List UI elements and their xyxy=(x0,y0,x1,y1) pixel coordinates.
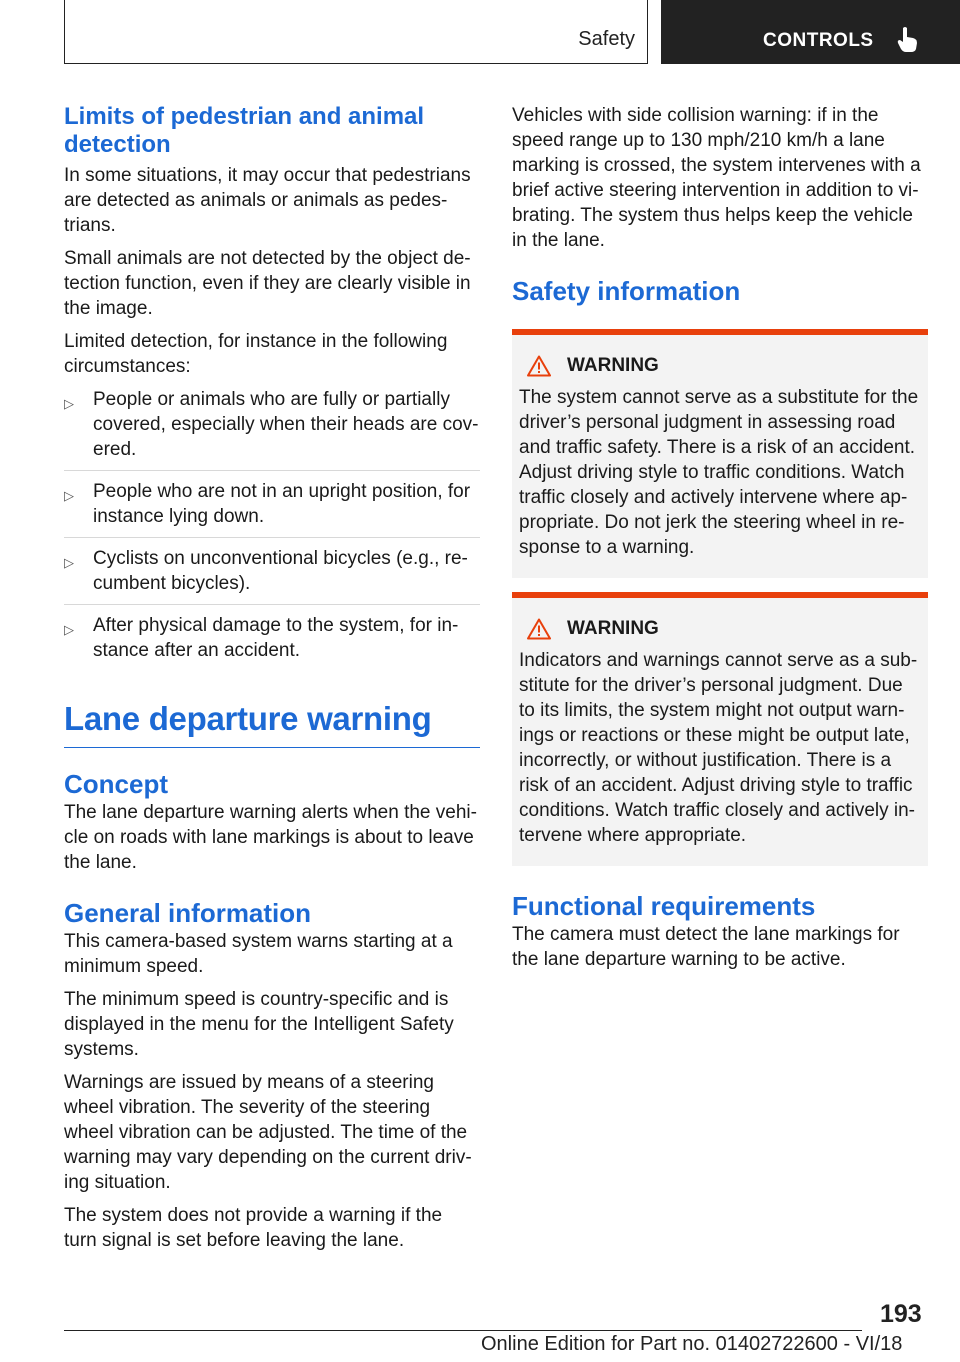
list-item: ▷ Cyclists on unconventional bicycles (e.g., re-cumbent bicycles). xyxy=(64,546,480,605)
bullet-triangle-icon: ▷ xyxy=(64,396,74,411)
list-item: ▷ People who are not in an upright position, for instance lying down. xyxy=(64,479,480,538)
general-paragraph-1: This camera-based system warns starting at a minimum speed. xyxy=(64,931,453,977)
functional-requirements-heading: Functional requirements xyxy=(512,891,816,921)
bullet-triangle-icon: ▷ xyxy=(64,555,74,570)
safety-information-heading: Safety information xyxy=(512,276,741,306)
functional-requirements-paragraph: The camera must detect the lane markings for the lane departure warning to be active. xyxy=(512,924,900,970)
general-paragraph-4: The system does not provide a warning if the turn signal is set before leaving the lane. xyxy=(64,1205,443,1251)
bullet-triangle-icon: ▷ xyxy=(64,622,74,637)
list-item: ▷ After physical damage to the system, for in-stance after an accident. xyxy=(64,615,459,661)
limits-list xyxy=(64,387,480,671)
limits-heading: Limits of pedestrian and animal detection xyxy=(64,103,425,158)
side-collision-paragraph: Vehicles with side collision warning: if in the speed range up to 130 mph/210 km/h a lane marking is crossed, the system intervenes with a brief active steering intervention in addition to vi-brating. The system thus helps keep the vehicle in the lane. xyxy=(512,105,921,251)
left-column xyxy=(64,103,480,1261)
warning-text: Indicators and warnings cannot serve as a sub-stitute for the driver’s personal judgment. Due to its limits, the system might not output warn-ings or reactions or these might be output late, incorrectly, or without justification. There is a risk of an accident. Adjust driving style to traffic conditions. Watch traffic closely and actively in-tervene where appropriate. xyxy=(519,650,918,846)
list-item: ▷ People or animals who are fully or partially covered, especially when their heads are cov-ered. xyxy=(64,387,480,471)
limits-paragraph-1: In some situations, it may occur that pedestrians are detected as animals or animals as pedes-trians. xyxy=(64,165,471,236)
concept-heading: Concept xyxy=(64,769,168,799)
chapter-title: Lane departure warning xyxy=(64,697,480,748)
footer-divider xyxy=(64,1330,862,1331)
right-column xyxy=(512,103,928,980)
limits-paragraph-2: Small animals are not detected by the object de-tection function, even if they are clearly visible in the image. xyxy=(64,248,471,319)
warning-box-2 xyxy=(512,592,928,866)
general-information-heading: General information xyxy=(64,898,312,928)
warning-triangle-icon xyxy=(527,618,551,640)
warning-box-1 xyxy=(512,329,928,578)
page-number: 193 xyxy=(880,1300,922,1328)
warning-text: The system cannot serve as a substitute for the driver’s personal judgment in assessing road and traffic safety. There is a risk of an accident. Adjust driving style to traffic conditions. Watch traffic closely and actively intervene where ap-propriate. Do not jerk the steering wheel in re-sponse to a warning. xyxy=(519,387,919,558)
warning-title: WARNING xyxy=(567,355,659,376)
warning-title: WARNING xyxy=(567,618,659,639)
header-section-title: Safety xyxy=(578,28,635,50)
warning-triangle-icon xyxy=(527,355,551,377)
concept-paragraph: The lane departure warning alerts when the vehi-cle on roads with lane markings is about to leave the lane. xyxy=(64,802,477,873)
header-section-box xyxy=(64,0,648,64)
warning-title-row xyxy=(519,355,922,377)
general-paragraph-3: Warnings are issued by means of a steering wheel vibration. The severity of the steering wheel vibration can be adjusted. The time of the warning may vary depending on the current driv-ing situation. xyxy=(64,1072,472,1193)
bullet-triangle-icon: ▷ xyxy=(64,488,74,503)
header-chapter-title: CONTROLS xyxy=(763,30,874,51)
footer-edition-text: Online Edition for Part no. 01402722600 - VI/18 xyxy=(481,1333,903,1355)
header-chapter-box xyxy=(661,0,960,64)
warning-title-row xyxy=(519,618,922,640)
limits-paragraph-3: Limited detection, for instance in the following circumstances: xyxy=(64,331,448,377)
pointing-hand-icon xyxy=(897,26,919,52)
general-paragraph-2: The minimum speed is country-specific and is displayed in the menu for the Intelligent Safety systems. xyxy=(64,989,454,1060)
